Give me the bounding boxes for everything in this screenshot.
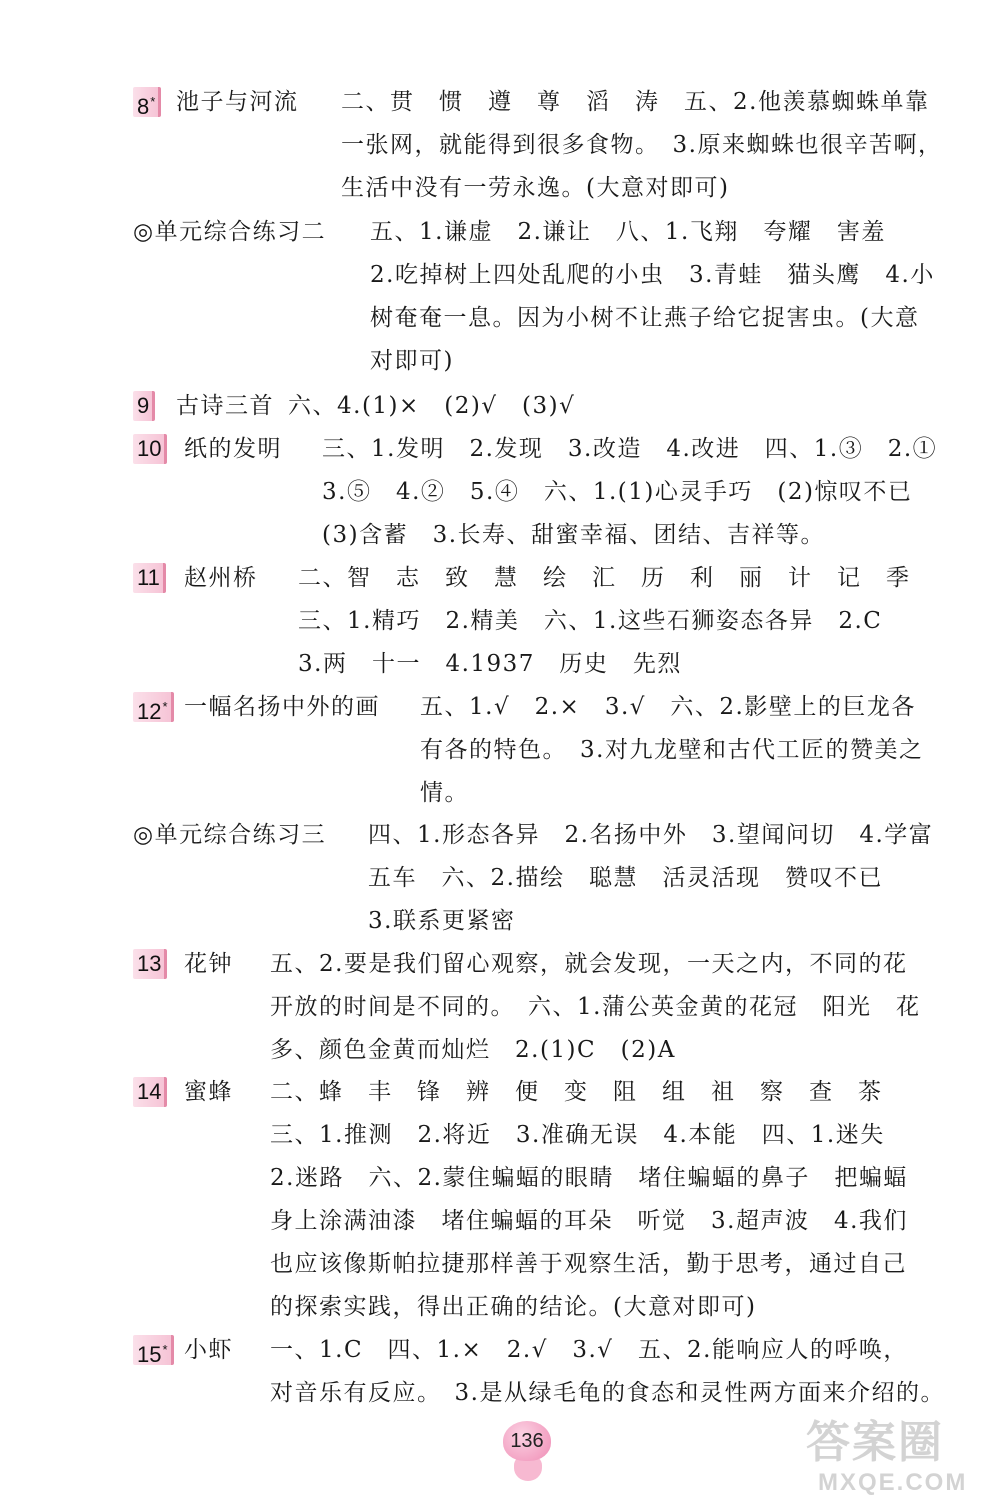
answer-line: 二、贯 惯 遵 尊 滔 涛 五、2.他羡慕蜘蛛单靠 [341,89,930,115]
lesson-number-badge: 10 [133,434,167,464]
watermark-url: MXQE.COM [818,1469,968,1496]
lesson-title: 一幅名扬中外的画 [184,694,380,720]
page-number: 136 [503,1421,551,1461]
answer-line: 3.联系更紧密 [368,908,516,934]
lesson-number-badge [133,1335,174,1365]
answer-line: (3)含蓄 3.长寿、甜蜜幸福、团结、吉祥等。 [322,522,826,548]
answer-line: 多、颜色金黄而灿烂 2.(1)C (2)A [270,1037,676,1063]
answer-line: 3.⑤ 4.② 5.④ 六、1.(1)心灵手巧 (2)惊叹不已 [322,479,913,505]
answer-line: 2.迷路 六、2.蒙住蝙蝠的眼睛 堵住蝙蝠的鼻子 把蝙蝠 [270,1165,908,1191]
lesson-title: 古诗三首 [176,393,274,419]
lesson-number-badge [133,87,161,117]
answer-line: 2.吃掉树上四处乱爬的小虫 3.青蛙 猫头鹰 4.小 [370,262,935,288]
answer-line: 对即可) [370,348,454,374]
lesson-number-badge: 13 [133,949,167,979]
lesson-title: 池子与河流 [176,89,299,115]
watermark-logo [806,1418,986,1498]
answer-line: 三、1.推测 2.将近 3.准确无误 4.本能 四、1.迷失 [270,1122,885,1148]
star-mark: * [162,1342,168,1357]
answer-line: 开放的时间是不同的。 六、1.蒲公英金黄的花冠 阳光 花 [270,994,921,1020]
lesson-number: 15 [137,1342,162,1367]
answer-line: 的探索实践，得出正确的结论。(大意对即可) [270,1294,757,1320]
section-title: ◎单元综合练习三 [133,822,327,848]
answer-line: 五车 六、2.描绘 聪慧 活灵活现 赞叹不已 [368,865,883,891]
lesson-title: 蜜蜂 [184,1079,233,1105]
answer-line: 五、1.√ 2.× 3.√ 六、2.影壁上的巨龙各 [420,694,916,720]
answer-line: 树奄奄一息。因为小树不让燕子给它捉害虫。(大意 [370,305,920,331]
lesson-number-badge: 11 [133,563,166,593]
answer-line: 三、1.发明 2.发现 3.改造 4.改进 四、1.③ 2.① [322,436,938,462]
lesson-number-badge: 14 [133,1077,167,1107]
answer-line: 身上涂满油漆 堵住蝙蝠的耳朵 听觉 3.超声波 4.我们 [270,1208,908,1234]
answer-line: 有各的特色。 3.对九龙壁和古代工匠的赞美之 [420,737,924,763]
answer-line: 三、1.精巧 2.精美 六、1.这些石狮姿态各异 2.C [298,608,883,634]
lesson-title: 赵州桥 [184,565,258,591]
answer-line: 情。 [420,780,469,806]
lesson-number: 12 [137,699,162,724]
answer-line: 六、4.(1)× (2)√ (3)√ [288,393,576,419]
section-title: ◎单元综合练习二 [133,219,327,245]
watermark-text: 答案圈 [806,1417,944,1468]
answer-line: 二、智 志 致 慧 绘 汇 历 利 丽 计 记 季 [298,565,911,591]
star-mark: * [150,94,156,109]
lesson-number: 8 [137,94,150,119]
answer-line: 一、1.C 四、1.× 2.√ 3.√ 五、2.能响应人的呼唤， [270,1337,908,1363]
answer-line: 对音乐有反应。 3.是从绿毛龟的食态和灵性两方面来介绍的。 [270,1380,945,1406]
lesson-title: 小虾 [184,1337,233,1363]
answer-line: 四、1.形态各异 2.名扬中外 3.望闻问切 4.学富 [368,822,934,848]
answer-line: 一张网，就能得到很多食物。 3.原来蜘蛛也很辛苦啊， [341,132,943,158]
lesson-title: 纸的发明 [184,436,282,462]
answer-line: 五、1.谦虚 2.谦让 八、1.飞翔 夸耀 害羞 [370,219,886,245]
star-mark: * [162,699,168,714]
answer-line: 生活中没有一劳永逸。(大意对即可) [341,175,730,201]
lesson-title: 花钟 [184,951,233,977]
answer-line: 二、蜂 丰 锋 辨 便 变 阻 组 祖 察 查 茶 [270,1079,883,1105]
lesson-number-badge [133,692,174,722]
answer-line: 五、2.要是我们留心观察，就会发现，一天之内，不同的花 [270,951,908,977]
answer-line: 也应该像斯帕拉捷那样善于观察生活，勤于思考，通过自己 [270,1251,907,1277]
answer-line: 3.两 十一 4.1937 历史 先烈 [298,651,682,677]
lesson-number-badge: 9 [133,391,155,421]
